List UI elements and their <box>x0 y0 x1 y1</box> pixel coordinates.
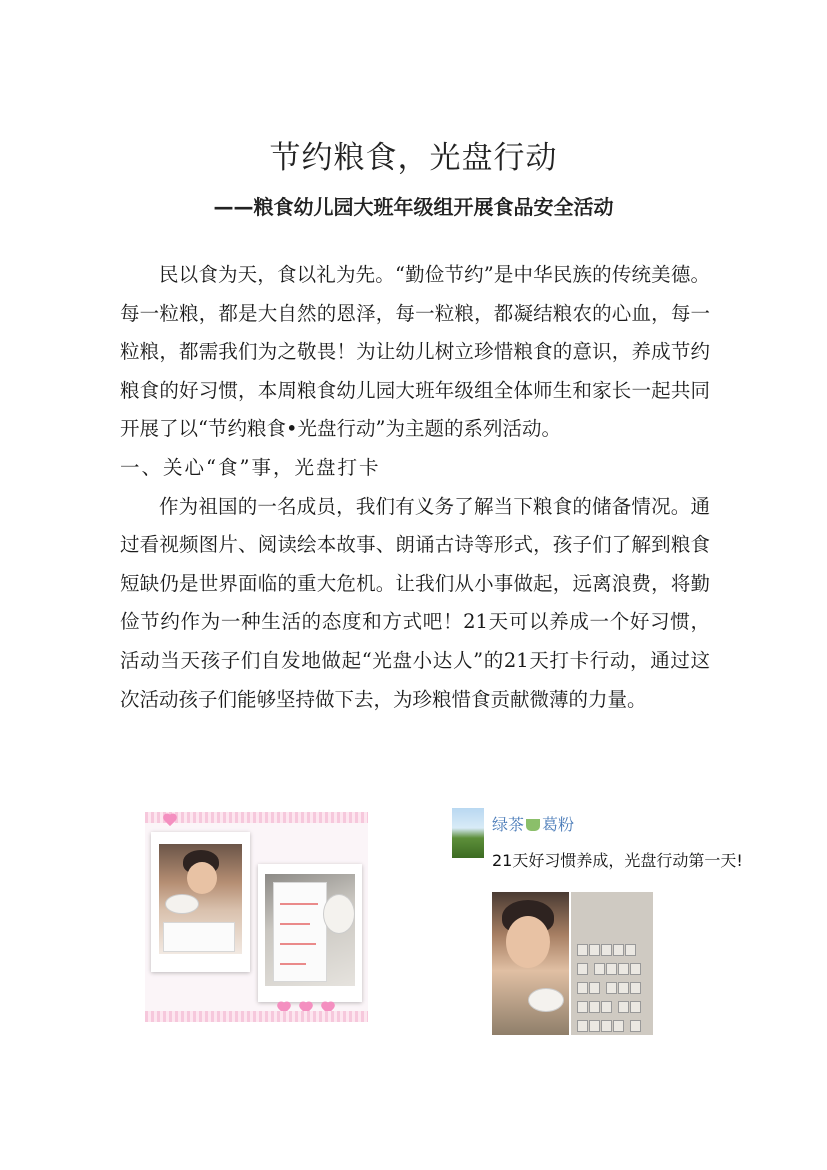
section-heading-1: 一、关心“食”事，光盘打卡 <box>120 455 381 479</box>
checkin-sheet-photo <box>265 874 355 986</box>
tea-cup-icon <box>526 819 540 831</box>
collage-bottom-border <box>145 1011 368 1022</box>
avatar <box>452 808 484 858</box>
post-author <box>492 812 574 835</box>
calendar-grid <box>577 944 647 1035</box>
polaroid-photo-child-eating <box>151 832 250 972</box>
heart-icon <box>163 814 177 827</box>
post-message: 21天好习惯养成，光盘行动第一天! <box>492 851 743 870</box>
article-body <box>120 256 710 719</box>
author-name-part1: 绿茶 <box>492 815 525 834</box>
polaroid-photo-checkin-sheet <box>258 864 362 1002</box>
page-title: 节约粮食，光盘行动 <box>269 140 558 176</box>
author-name-part2: 葛粉 <box>542 815 575 834</box>
social-post-screenshot <box>452 808 743 1036</box>
paragraph-intro: 民以食为天，食以礼为先。“勤俭节约”是中华民族的传统美德。每一粒粮，都是大自然的恩泽，每一粒粮，都凝结粮农的心血，每一粒粮，都需我们为之敬畏！为让幼儿树立珍惜粮食的意识，养成节约粮食的好习惯，本周粮食幼儿园大班年级组全体师生和家长一起共同开展了以“节约粮食•光盘行动”为主题的系列活动。 <box>120 263 710 441</box>
page-subtitle: ——粮食幼儿园大班年级组开展食品安全活动 <box>213 195 614 219</box>
child-eating-photo <box>159 844 242 954</box>
post-photo-child <box>492 892 569 1035</box>
paragraph-section-1: 作为祖国的一名成员，我们有义务了解当下粮食的储备情况。通过看视频图片、阅读绘本故事、朗诵古诗等形式，孩子们了解到粮食短缺仍是世界面临的重大危机。让我们从小事做起，远离浪费，将勤俭节约作为一种生活的态度和方式吧！21天可以养成一个好习惯，活动当天孩子们自发地做起“光盘小达人”的21天打卡行动，通过这次活动孩子们能够坚持做下去，为珍粮惜食贡献微薄的力量。 <box>120 494 710 711</box>
post-photo-calendar <box>571 892 653 1035</box>
collage-top-border <box>145 812 368 823</box>
photo-collage <box>145 812 368 1022</box>
